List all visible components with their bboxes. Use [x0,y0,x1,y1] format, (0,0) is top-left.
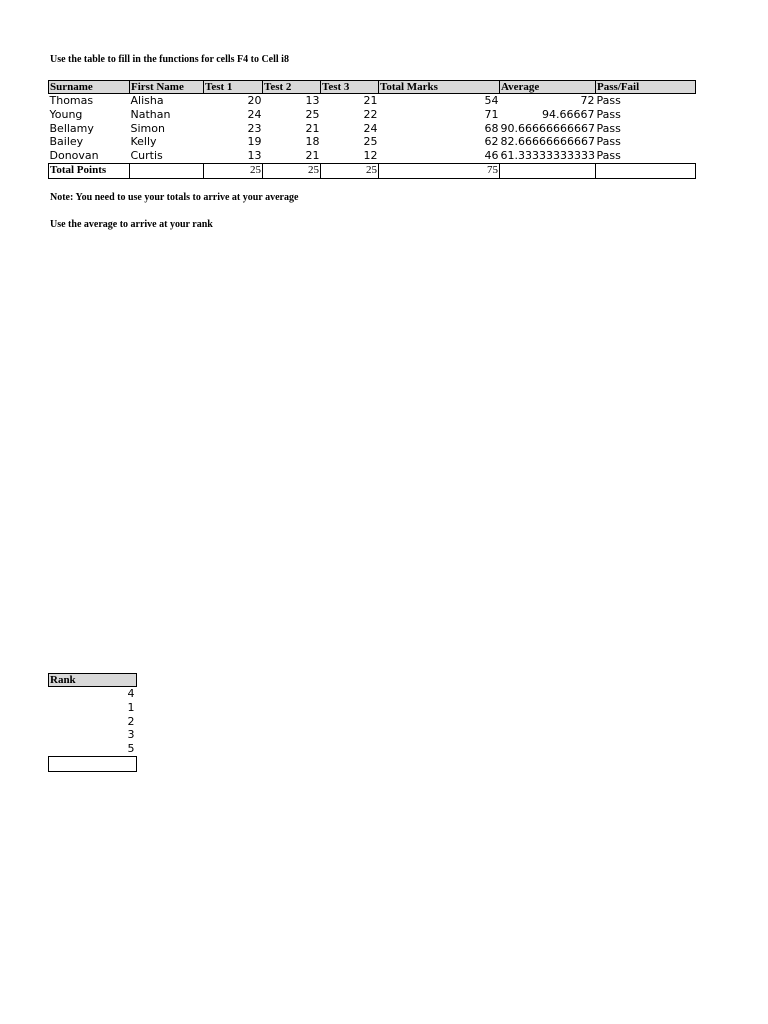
cell-surname[interactable]: Bellamy [49,121,94,135]
cell-result[interactable]: Pass [596,135,621,149]
total-points-empty-cell[interactable] [500,163,596,178]
rank-cell[interactable]: 3 [127,728,135,742]
cell-test3[interactable]: 21 [363,94,378,107]
note-rank: Use the average to arrive at your rank [50,219,213,230]
cell-surname[interactable]: Young [49,107,83,121]
total-points-label[interactable]: Total Points [49,163,130,178]
total-points-test3[interactable]: 25 [321,163,379,178]
header-surname[interactable]: Surname [49,81,130,94]
note-average: Note: You need to use your totals to arrive at your average [50,192,299,203]
cell-test2[interactable]: 25 [305,107,320,121]
cell-test1[interactable]: 24 [247,107,262,121]
cell-test2[interactable]: 21 [305,121,320,135]
instruction-text: Use the table to fill in the functions for cells F4 to Cell i8 [50,54,289,65]
header-pass-fail[interactable]: Pass/Fail [596,81,696,94]
cell-first-name[interactable]: Kelly [130,135,157,149]
cell-result[interactable]: Pass [596,121,621,135]
cell-test1[interactable]: 19 [247,135,262,149]
cell-test3[interactable]: 24 [363,121,378,135]
cell-average[interactable]: 82.66666666667 [500,135,595,149]
cell-average[interactable]: 61.33333333333 [500,149,595,163]
total-points-test2[interactable]: 25 [263,163,321,178]
total-points-empty-cell[interactable] [130,163,204,178]
cell-first-name[interactable]: Alisha [130,94,164,107]
cell-surname[interactable]: Bailey [49,135,84,149]
table-row [49,122,696,136]
cell-average[interactable]: 94.66667 [542,107,595,121]
cell-result[interactable]: Pass [596,107,621,121]
cell-result[interactable]: Pass [596,94,621,107]
table-row [49,94,696,108]
cell-test1[interactable]: 13 [247,149,262,163]
cell-total[interactable]: 71 [484,107,499,121]
cell-total[interactable]: 62 [484,135,499,149]
table-row [49,135,696,149]
cell-surname[interactable]: Donovan [49,149,99,163]
cell-result[interactable]: Pass [596,149,621,163]
rank-header[interactable]: Rank [49,674,137,687]
cell-test2[interactable]: 18 [305,135,320,149]
rank-cell[interactable]: 4 [127,687,135,700]
header-total-marks[interactable]: Total Marks [379,81,500,94]
header-test2[interactable]: Test 2 [263,81,321,94]
total-points-row [49,163,696,178]
cell-test3[interactable]: 12 [363,149,378,163]
cell-surname[interactable]: Thomas [49,94,94,107]
cell-first-name[interactable]: Nathan [130,107,171,121]
rank-cell[interactable]: 2 [127,714,135,728]
header-test1[interactable]: Test 1 [204,81,263,94]
table-row [49,149,696,163]
rank-empty-cell[interactable] [49,756,137,771]
cell-first-name[interactable]: Simon [130,121,165,135]
total-points-total[interactable]: 75 [379,163,500,178]
header-first-name[interactable]: First Name [130,81,204,94]
cell-first-name[interactable]: Curtis [130,149,163,163]
cell-test2[interactable]: 13 [305,94,320,107]
rank-cell[interactable]: 1 [127,700,135,714]
cell-test1[interactable]: 20 [247,94,262,107]
cell-test2[interactable]: 21 [305,149,320,163]
rank-table [48,673,137,772]
cell-average[interactable]: 90.66666666667 [500,121,595,135]
rank-cell[interactable]: 5 [127,742,135,756]
total-points-empty-cell[interactable] [596,163,696,178]
header-test3[interactable]: Test 3 [321,81,379,94]
cell-total[interactable]: 54 [484,94,499,107]
cell-average[interactable]: 72 [580,94,595,107]
cell-test3[interactable]: 22 [363,107,378,121]
header-average[interactable]: Average [500,81,596,94]
cell-total[interactable]: 68 [484,121,499,135]
header-row [49,81,696,94]
cell-test3[interactable]: 25 [363,135,378,149]
cell-test1[interactable]: 23 [247,121,262,135]
cell-total[interactable]: 46 [484,149,499,163]
grades-table [48,80,696,179]
total-points-test1[interactable]: 25 [204,163,263,178]
table-row [49,108,696,122]
